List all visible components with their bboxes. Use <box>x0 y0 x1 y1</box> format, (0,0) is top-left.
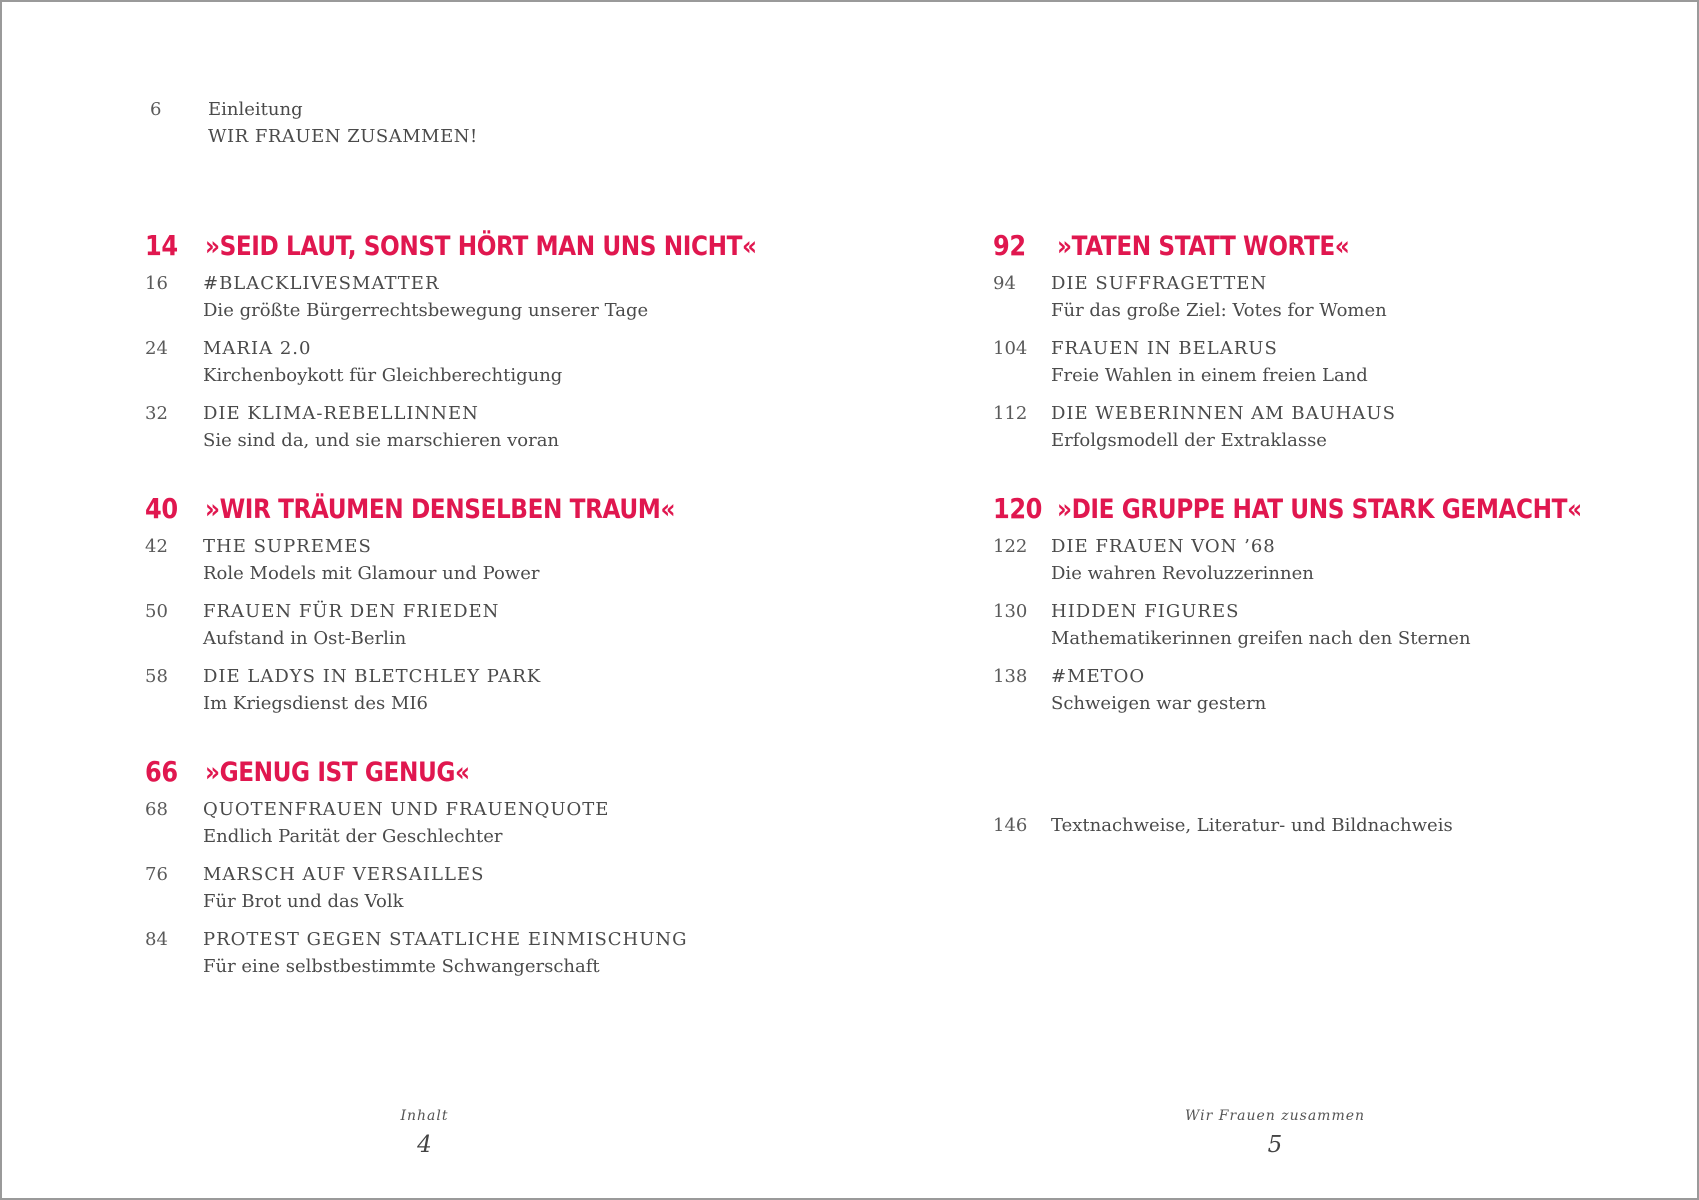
entry-subtitle: Kirchenboykott für Gleichberechtigung <box>203 365 563 386</box>
section-page-number: 92 <box>993 229 1026 262</box>
entry-page-number: 122 <box>993 536 1028 557</box>
entry-page-number: 24 <box>145 338 168 359</box>
entry-subtitle: Für das große Ziel: Votes for Women <box>1051 300 1387 321</box>
entry-text <box>203 598 499 652</box>
toc-entry <box>145 861 846 915</box>
entry-subtitle: Schweigen war gestern <box>1051 693 1267 714</box>
section-page-number: 40 <box>145 492 178 525</box>
toc-section <box>145 491 846 717</box>
entry-page-number: 76 <box>145 864 168 885</box>
entry-text <box>1051 270 1387 324</box>
entry-subtitle: Im Kriegsdienst des MI6 <box>203 693 428 714</box>
intro-title: Einleitung <box>208 99 303 120</box>
entry-title: DIE LADYS IN BLETCHLEY PARK <box>203 666 542 687</box>
entry-page-number: 50 <box>145 601 168 622</box>
toc-entry <box>145 270 846 324</box>
toc-entry <box>145 533 846 587</box>
left-toc-column <box>145 228 846 1017</box>
running-footer-label: Wir Frauen zusammen <box>1184 1108 1366 1124</box>
entry-text <box>203 926 688 980</box>
entry-subtitle: Die größte Bürgerrechtsbewegung unserer Tage <box>203 300 649 321</box>
entry-title: HIDDEN FIGURES <box>1051 601 1240 622</box>
entry-title: #BLACKLIVESMATTER <box>203 273 440 294</box>
entry-title: FRAUEN IN BELARUS <box>1051 338 1278 359</box>
toc-entry <box>145 335 846 389</box>
entry-title: #METOO <box>1051 666 1146 687</box>
toc-section <box>145 228 846 454</box>
sources-page-number: 146 <box>993 815 1028 836</box>
toc-entry <box>145 598 846 652</box>
section-heading <box>993 491 1667 527</box>
entry-text <box>203 663 541 717</box>
section-heading <box>145 754 846 790</box>
toc-entry <box>145 663 846 717</box>
entry-page-number: 84 <box>145 929 168 950</box>
entry-text <box>203 270 648 324</box>
entry-text <box>1051 533 1314 587</box>
toc-entry <box>145 796 846 850</box>
entry-page-number: 58 <box>145 666 168 687</box>
entry-title: PROTEST GEGEN STAATLICHE EINMISCHUNG <box>203 929 688 950</box>
right-page <box>851 2 1699 1198</box>
entry-title: MARSCH AUF VERSAILLES <box>203 864 485 885</box>
section-page-number: 14 <box>145 229 178 262</box>
entry-subtitle: Die wahren Revoluzzerinnen <box>1051 563 1314 584</box>
entry-subtitle: Aufstand in Ost-Berlin <box>203 628 407 649</box>
section-page-number: 66 <box>145 755 178 788</box>
entry-page-number: 130 <box>993 601 1028 622</box>
toc-section <box>145 754 846 980</box>
entry-title: DIE WEBERINNEN AM BAUHAUS <box>1051 403 1396 424</box>
entry-title: MARIA 2.0 <box>203 338 312 359</box>
section-title: »WIR TRÄUMEN DENSELBEN TRAUM« <box>205 494 676 525</box>
entry-subtitle: Erfolgsmodell der Extraklasse <box>1051 430 1327 451</box>
sources-entry <box>993 812 1453 839</box>
right-toc-column <box>993 228 1667 754</box>
entry-text <box>203 335 562 389</box>
entry-subtitle: Role Models mit Glamour und Power <box>203 563 540 584</box>
entry-title: DIE FRAUEN VON ’68 <box>1051 536 1276 557</box>
toc-entry <box>993 400 1667 454</box>
entry-page-number: 112 <box>993 403 1028 424</box>
toc-entry <box>145 400 846 454</box>
entry-subtitle: Für eine selbstbestimmte Schwangerschaft <box>203 956 600 977</box>
section-title: »SEID LAUT, SONST HÖRT MAN UNS NICHT« <box>205 231 757 262</box>
section-title: »GENUG IST GENUG« <box>205 757 470 788</box>
entry-subtitle: Sie sind da, und sie marschieren voran <box>203 430 560 451</box>
section-title: »DIE GRUPPE HAT UNS STARK GEMACHT« <box>1057 494 1582 525</box>
entry-title: FRAUEN FÜR DEN FRIEDEN <box>203 601 500 622</box>
entry-page-number: 42 <box>145 536 168 557</box>
toc-section <box>993 228 1667 454</box>
toc-entry <box>993 335 1667 389</box>
folio-number: 4 <box>417 1132 432 1158</box>
intro-text <box>208 96 478 150</box>
intro-page-number: 6 <box>150 99 162 120</box>
toc-entry <box>993 598 1667 652</box>
entry-title: QUOTENFRAUEN UND FRAUENQUOTE <box>203 799 610 820</box>
entry-title: THE SUPREMES <box>203 536 372 557</box>
section-heading <box>145 228 846 264</box>
running-footer-label: Inhalt <box>400 1108 449 1124</box>
right-page-footer <box>851 1106 1699 1162</box>
toc-entry <box>993 533 1667 587</box>
entry-page-number: 138 <box>993 666 1028 687</box>
entry-page-number: 104 <box>993 338 1028 359</box>
entry-text <box>1051 335 1368 389</box>
entry-text <box>203 861 484 915</box>
section-page-number: 120 <box>993 492 1042 525</box>
entry-title: DIE KLIMA-REBELLINNEN <box>203 403 479 424</box>
sources-title: Textnachweise, Literatur- und Bildnachweis <box>1051 815 1453 836</box>
entry-text <box>203 796 609 850</box>
entry-page-number: 94 <box>993 273 1016 294</box>
entry-subtitle: Mathematikerinnen greifen nach den Sternen <box>1051 628 1471 649</box>
toc-entry <box>993 270 1667 324</box>
entry-page-number: 68 <box>145 799 168 820</box>
entry-text <box>1051 663 1266 717</box>
intro-subtitle: WIR FRAUEN ZUSAMMEN! <box>208 126 478 147</box>
entry-subtitle: Für Brot und das Volk <box>203 891 404 912</box>
entry-subtitle: Freie Wahlen in einem freien Land <box>1051 365 1368 386</box>
entry-text <box>1051 400 1396 454</box>
section-heading <box>993 228 1667 264</box>
toc-entry <box>993 663 1667 717</box>
left-page <box>2 2 851 1198</box>
intro-entry <box>150 96 478 150</box>
toc-section <box>993 491 1667 717</box>
toc-entry <box>145 926 846 980</box>
entry-title: DIE SUFFRAGETTEN <box>1051 273 1268 294</box>
section-heading <box>145 491 846 527</box>
entry-subtitle: Endlich Parität der Geschlechter <box>203 826 503 847</box>
entry-text <box>1051 598 1471 652</box>
entry-page-number: 16 <box>145 273 168 294</box>
entry-page-number: 32 <box>145 403 168 424</box>
entry-text <box>203 533 539 587</box>
entry-text <box>203 400 559 454</box>
section-title: »TATEN STATT WORTE« <box>1057 231 1350 262</box>
left-page-footer <box>0 1106 849 1162</box>
folio-number: 5 <box>1267 1132 1283 1158</box>
